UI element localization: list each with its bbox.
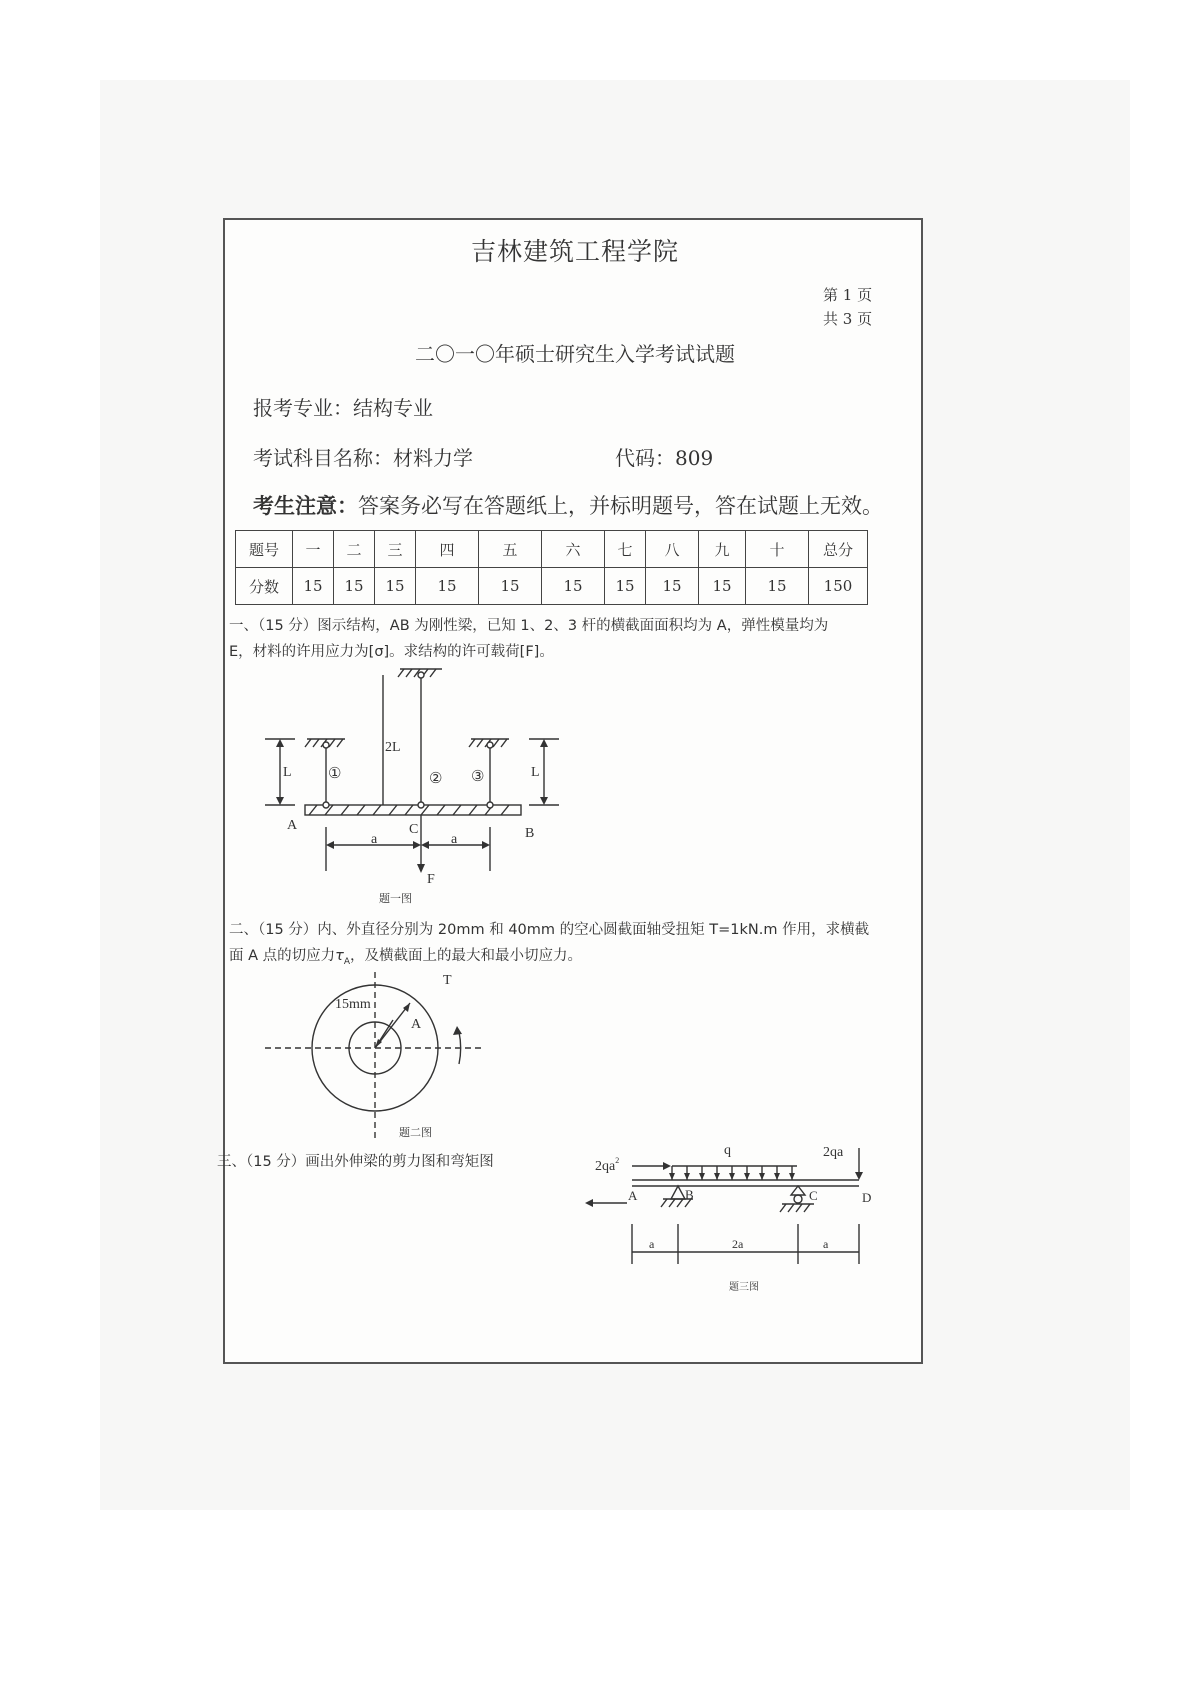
table-cell: 三: [375, 531, 416, 568]
table-cell: 九: [699, 531, 746, 568]
q2-figure: [245, 968, 505, 1158]
q1-label-L-right: L: [531, 765, 540, 780]
q2-label-r: 15mm: [335, 997, 371, 1012]
subject-value: 材料力学: [393, 446, 473, 470]
table-cell: 15: [646, 568, 699, 605]
q3-caption: 题三图: [729, 1282, 759, 1293]
major-label: 报考专业：: [253, 396, 353, 420]
q3-text: 三、（15 分）画出外伸梁的剪力图和弯矩图: [217, 1154, 494, 1170]
q1-label-F: F: [427, 872, 435, 887]
table-cell: 15: [542, 568, 605, 605]
q2-line2-b: ，及横截面上的最大和最小切应力。: [350, 948, 583, 964]
code-value: 809: [675, 446, 714, 470]
table-cell: 题号: [236, 531, 293, 568]
table-cell: 十: [746, 531, 809, 568]
major-value: 结构专业: [353, 396, 433, 420]
table-cell: 15: [699, 568, 746, 605]
table-cell: 二: [334, 531, 375, 568]
q1-label-2L: 2L: [385, 740, 401, 755]
subject-line: [253, 442, 473, 471]
major-line: [253, 392, 433, 421]
q1-line1: 一、（15 分）图示结构，AB 为刚性梁，已知 1、2、3 杆的横截面面积均为 A，弹性模量均为: [229, 618, 829, 634]
subject-label: 考试科目名称：: [253, 446, 393, 470]
q1-label-bar3: ③: [471, 769, 485, 785]
table-cell: 五: [479, 531, 542, 568]
table-cell: 15: [479, 568, 542, 605]
q1-label-bar2: ②: [429, 771, 443, 787]
notice-line: [253, 490, 883, 520]
score-table: [235, 530, 868, 605]
q1-line2: E，材料的许用应力为[σ]。求结构的许可载荷[F]。: [229, 644, 554, 660]
subject-code: [615, 442, 713, 471]
q3-label-d2: 2a: [732, 1237, 744, 1251]
table-cell: 150: [809, 568, 868, 605]
q2-line2-a: 面 A 点的切应力: [229, 948, 336, 964]
q2-label-T: T: [443, 973, 452, 988]
exam-page: [217, 218, 923, 1364]
page-number: 第 1 页: [823, 286, 873, 304]
table-cell: 15: [293, 568, 334, 605]
q2-line2: [229, 944, 582, 967]
table-cell: 15: [746, 568, 809, 605]
table-cell: 总分: [809, 531, 868, 568]
q1-label-a2: a: [451, 832, 458, 847]
q2-line1: 二、（15 分）内、外直径分别为 20mm 和 40mm 的空心圆截面轴受扭矩 T=1kN.m 作用，求横截: [229, 922, 870, 938]
table-cell: 四: [416, 531, 479, 568]
q2-label-A: A: [411, 1017, 422, 1032]
q1-label-L-left: L: [283, 765, 292, 780]
q3-label-d3: a: [823, 1237, 829, 1251]
table-cell: 分数: [236, 568, 293, 605]
table-cell: 15: [605, 568, 646, 605]
q3-label-A: A: [628, 1188, 638, 1203]
q1-label-B: B: [525, 826, 535, 841]
q3-label-q: q: [724, 1143, 731, 1158]
q3-label-D: D: [862, 1190, 872, 1205]
q1-label-C: C: [409, 822, 419, 837]
q1-caption: 题一图: [379, 893, 412, 905]
code-label: 代码：: [615, 446, 675, 470]
page-total: 共 3 页: [823, 310, 873, 328]
q1-label-bar1: ①: [328, 766, 342, 782]
table-cell: 六: [542, 531, 605, 568]
q1-figure: [245, 665, 565, 905]
q1-label-A: A: [287, 818, 298, 833]
q3-figure: [577, 1140, 887, 1315]
q3-label-moment: $2qa^2$: [595, 1156, 620, 1174]
q3-label-C: C: [809, 1188, 818, 1203]
score-table-score-row: [236, 568, 868, 605]
exam-title: 二〇一〇年硕士研究生入学考试试题: [415, 342, 735, 366]
school-name: 吉林建筑工程学院: [470, 237, 679, 266]
table-cell: 八: [646, 531, 699, 568]
q2-tau: τ: [335, 948, 344, 964]
q3-label-d1: a: [649, 1237, 655, 1251]
table-cell: 七: [605, 531, 646, 568]
q2-tau-sub: A: [343, 956, 351, 967]
q1-label-a1: a: [371, 832, 378, 847]
score-table-header-row: [236, 531, 868, 568]
notice-label: 考生注意：: [253, 493, 358, 518]
q2-caption: 题二图: [399, 1127, 432, 1139]
notice-text: 答案务必写在答题纸上，并标明题号，答在试题上无效。: [358, 494, 883, 518]
table-cell: 15: [334, 568, 375, 605]
table-cell: 一: [293, 531, 334, 568]
table-cell: 15: [416, 568, 479, 605]
q3-label-load: 2qa: [823, 1145, 844, 1160]
table-cell: 15: [375, 568, 416, 605]
q3-label-B: B: [685, 1187, 694, 1202]
